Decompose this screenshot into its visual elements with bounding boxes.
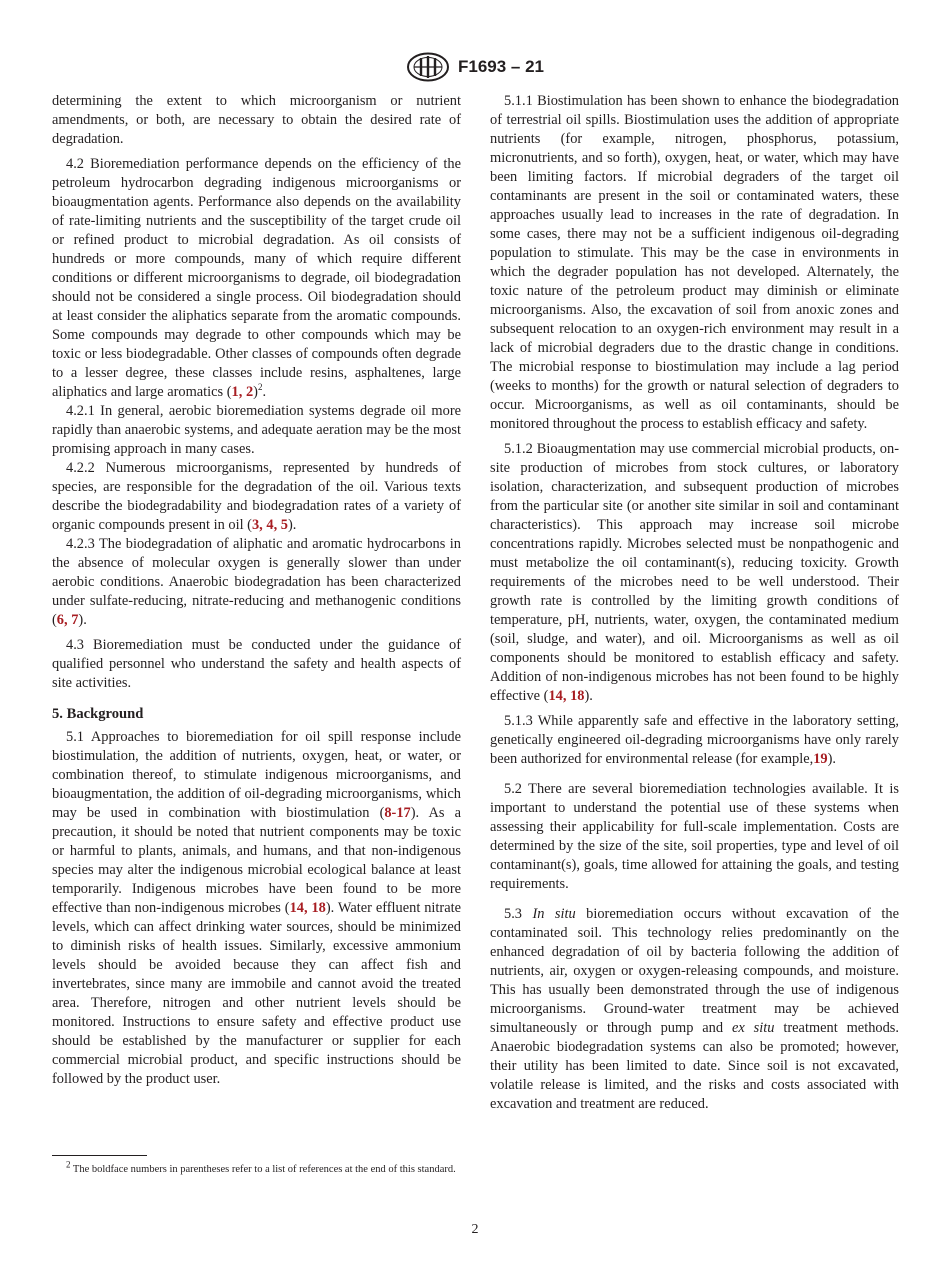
reference-separator: , — [562, 688, 571, 704]
standard-designation: F1693 – 21 — [457, 57, 544, 76]
footnote — [52, 1159, 461, 1177]
paragraph-text: treatment methods. Anaerobic biodegradation systems can also be promoted; however, their utility has been limited to date. Since soil is not excavated, volatile release is limited, and the risks and costs associated with excavation and treatment are reduced. — [490, 1020, 899, 1112]
reference-separator: , — [303, 900, 312, 916]
footnote-marker[interactable]: 2 — [257, 382, 263, 393]
italic-term: In situ — [532, 906, 576, 922]
reference-link[interactable]: 7 — [71, 612, 79, 628]
paragraph-text: 4.2 Bioremediation performance depends on the efficiency of the petroleum hydrocarbon degrading indigenous microorganisms or bioaugmentation agents. Performance also depends on the availability of rate-limiting nutrients and the susceptibility of the target crude oil or refined product to microbial degradation. As oil consists of hundreds or more compounds, many of which require different conditions or different microorganisms to degrade, oil biodegradation should not be considered a single process. Oil biodegradation should at least consider the aliphatics separate from the aromatic compounds. Some compounds may degrade to other compounds which may be toxic or less biodegradable. Other classes of compounds often degrade to a lesser degree, these classes include resins, asphaltenes, large aliphatics and large aromatics ( — [52, 156, 461, 400]
paragraph-4-2 — [52, 155, 461, 402]
page-header — [0, 52, 950, 84]
paragraph-4-2-2 — [52, 459, 461, 535]
paren-close: ). — [78, 612, 87, 628]
paragraph-continued: determining the extent to which microorganism or nutrient amendments, or both, are necessary to obtain the desired rate of degradation. — [52, 93, 461, 147]
paragraph-5-1-3 — [490, 712, 899, 769]
reference-link[interactable]: 19 — [813, 751, 828, 767]
footnote-divider — [52, 1155, 147, 1156]
paragraph-text: 5.1 Approaches to bioremediation for oil spill response include biostimulation, the addition of nutrients, oxygen, heat, or water, or combination thereof, to stimulate indigenous microorganisms, and bioaugmentation, the addition of oil-degrading microorganisms, which may be used in combination with biostimulation ( — [52, 729, 461, 821]
paragraph-text: 4.2.2 Numerous microorganisms, represented by hundreds of species, are responsible for the degradation of the oil. Various texts describe the biodegradability and biodegradation rates of a variety of organic compounds present in oil ( — [52, 460, 461, 533]
right-column — [490, 92, 899, 1114]
paren-close: ). — [827, 751, 837, 767]
paragraph-number: 5.3 — [504, 906, 533, 922]
paragraph-5-1-2 — [490, 440, 899, 706]
reference-link[interactable]: 8-17 — [384, 805, 411, 821]
paragraph-text: ). As a precaution, it should be noted that nutrient components may be toxic or harmful to plants, animals, and humans, and that non-indigenous species may alter the indigenous microbial ecological balance at least temporarily. Indigenous microbes have been found to be more effective than non-indigenous microbes ( — [52, 805, 462, 916]
paren-close: ) — [253, 384, 258, 400]
paragraph-text: 5.1.2 Bioaugmentation may use commercial microbial products, on-site production of microbes from stock cultures, or laboratory isolation, characterization, and subsequent production of microbes from the particular site (or another site similar in soil and contaminant characteristics). This approach may increase soil microbe concentrations rapidly. Microbes selected must be nonpathogenic and must metabolize the oil contaminant(s), reducing toxicity. Growth requirements of the microbes need to be well understood. Their growth rate is controlled by the limiting growth conditions of temperature, pH, nutrients, water, oxygen, the contaminated medium (soil, sludge, and water), and oil. Microorganisms as well as oil components should be monitored to establish efficacy and safety. Addition of non-indigenous microbes has not been found to be highly effective ( — [490, 441, 899, 704]
paragraph-5-1-1: 5.1.1 Biostimulation has been shown to enhance the biodegradation of terrestrial oil spills. Biostimulation uses the addition of appropriate nutrients (for example, nitrogen, phosphorus, potassium, micronutrients, and so forth), oxygen, heat, or water, which may have been limiting factors. If microbial degraders of the target oil contaminants are present in the soil or contaminated waters, these approaches usually lead to increases in the rate of degradation. In some cases, there may not be a sufficient indigenous oil-degrading population to stimulate. This may be the case in environments in which the degrader population has not developed. Alternately, the toxic nature of the petroleum product may diminish or eliminate microorganisms. Also, the excavation of soil from anoxic zones and subsequent relocation to an oxygen-rich environment may result in a lack of microbial degraders due to the drastic change in conditions. The microbial response to biostimulation may include a lag period (weeks to months) for the growth or natural selection of degraders to occur. Microorganisms, as well as oil contaminants, should be monitored throughout the process to establish efficacy and safety. — [490, 93, 899, 432]
reference-link[interactable]: 4 — [266, 517, 274, 533]
reference-link[interactable]: 3 — [251, 517, 260, 533]
reference-link[interactable]: 6 — [56, 612, 64, 628]
paren-close: ). — [287, 517, 297, 533]
italic-term: ex situ — [731, 1020, 775, 1036]
reference-separator: , — [64, 612, 72, 628]
reference-link[interactable]: 5 — [280, 517, 288, 533]
reference-link[interactable]: 1 — [231, 384, 239, 400]
reference-separator: , — [259, 517, 267, 533]
section-heading: 5. Background — [52, 706, 144, 722]
reference-separator: , — [273, 517, 281, 533]
paragraph-text: 4.2.3 The biodegradation of aliphatic and aromatic hydrocarbons in the absence of molecular oxygen is generally slower than under aerobic conditions. Anaerobic biodegradation has been characterized under sulfate-reducing, nitrate-reducing and methanogenic conditions ( — [52, 536, 461, 628]
footnote-number: 2 — [66, 1159, 71, 1170]
reference-link[interactable]: 18 — [311, 900, 326, 916]
paragraph-5-1 — [52, 728, 461, 1089]
reference-link[interactable]: 2 — [245, 384, 254, 400]
paragraph-text: bioremediation occurs without excavation of the contaminated soil. This technology relies predominantly on the enhanced degradation of oil by bacteria following the addition of nutrients, air, oxygen or oxygen-releasing compounds, and moisture. This has usually been demonstrated through the use of indigenous microorganisms. Ground-water treatment may be achieved simultaneously or through pump and — [490, 906, 899, 1036]
paragraph-4-2-1: 4.2.1 In general, aerobic bioremediation systems degrade oil more rapidly than anaerobic systems, and adequate aeration may be the most promising approach in many cases. — [52, 403, 461, 457]
paragraph-text: 5.1.3 While apparently safe and effective in the laboratory setting, genetically engineered oil-degrading microorganisms have only rarely been authorized for environmental release (for example, — [490, 713, 899, 767]
paragraph-4-3: 4.3 Bioremediation must be conducted under the guidance of qualified personnel who understand the safety and health aspects of site activities. — [52, 637, 461, 691]
paren-close: ). — [584, 688, 593, 704]
paragraph-5-3 — [490, 905, 899, 1114]
paragraph-text: ). Water effluent nitrate levels, which can affect drinking water sources, should be minimized to diminish risks of health issues. Similarly, excessive ammonium levels should be avoided because they can affect fish and invertebrates, since many are immobile and cannot avoid the treated area. Therefore, nitrogen and other nutrient levels should be monitored. Instructions to ensure safety and effective product use should be established by the manufacturer or supplier for each commercial microbial product, and specific instructions should be followed by the product user. — [52, 900, 461, 1087]
reference-separator: , — [238, 384, 246, 400]
page-number: 2 — [471, 1222, 479, 1237]
reference-link[interactable]: 14 — [548, 688, 563, 704]
reference-link[interactable]: 14 — [289, 900, 304, 916]
period: . — [262, 384, 267, 400]
left-column — [52, 92, 461, 1089]
footnote-text: The boldface numbers in parentheses refer to a list of references at the end of this standard. — [70, 1164, 456, 1175]
reference-link[interactable]: 18 — [570, 688, 585, 704]
paragraph-5-2: 5.2 There are several bioremediation technologies available. It is important to understand the potential use of these systems when assessing their applicability for full-scale implementation. Costs are determined by the size of the site, soil properties, type and level of oil contaminant(s), goals, time allowed for attaining the goals, and testing requirements. — [490, 781, 899, 892]
paragraph-4-2-3 — [52, 535, 461, 630]
astm-logo-icon — [406, 52, 450, 82]
